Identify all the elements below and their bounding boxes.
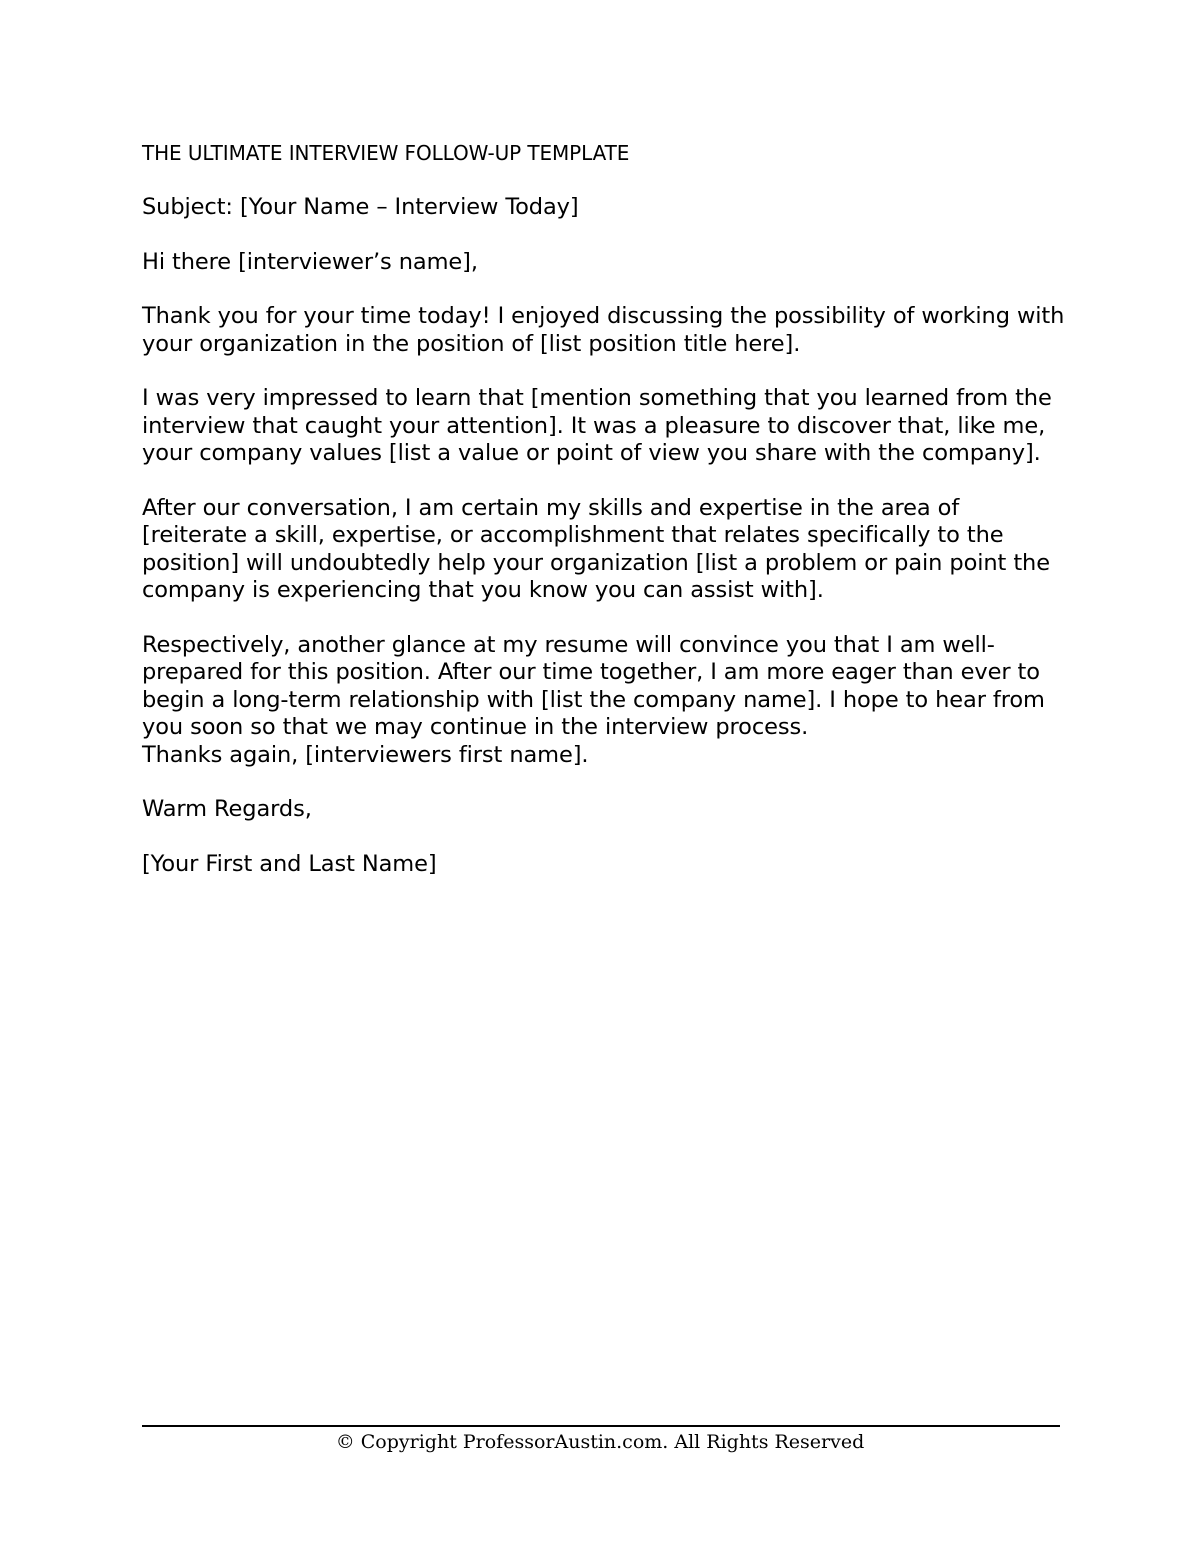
paragraph-impressed: I was very impressed to learn that [mention something that you learned from the interview that caught your attention]. It was a pleasure to discover that, like me, your company values [list a value or point of view you share with the company].	[142, 385, 1052, 466]
paragraph-skills: After our conversation, I am certain my skills and expertise in the area of [reiterate a skill, expertise, or accomplishment that relates specifically to the position] will undoubtedly help your organization [list a problem or pain point the company is experiencing that you know you can assist with].	[142, 494, 1050, 603]
greeting: Hi there [interviewer’s name],	[142, 248, 478, 275]
document-title: THE ULTIMATE INTERVIEW FOLLOW-UP TEMPLATE	[142, 141, 630, 165]
signature-placeholder: [Your First and Last Name]	[142, 850, 437, 877]
paragraph-thank-you: Thank you for your time today! I enjoyed discussing the possibility of working with your organization in the position of [list position title here].	[142, 303, 1065, 357]
paragraph-resume: Respectively, another glance at my resume will convince you that I am well-prepared for this position. After our time together, I am more eager than ever to begin a long-term relationship with [list the company name]. I hope to hear from you soon so that we may continue in the interview process.	[142, 631, 1045, 740]
letter-body	[142, 140, 1067, 905]
footer-copyright: © Copyright ProfessorAustin.com. All Rights Reserved	[335, 1431, 865, 1453]
thanks-line: Thanks again, [interviewers first name].	[142, 741, 589, 768]
footer-divider	[142, 1425, 1060, 1427]
closing: Warm Regards,	[142, 796, 312, 822]
email-subject: Subject: [Your Name – Interview Today]	[142, 194, 579, 220]
